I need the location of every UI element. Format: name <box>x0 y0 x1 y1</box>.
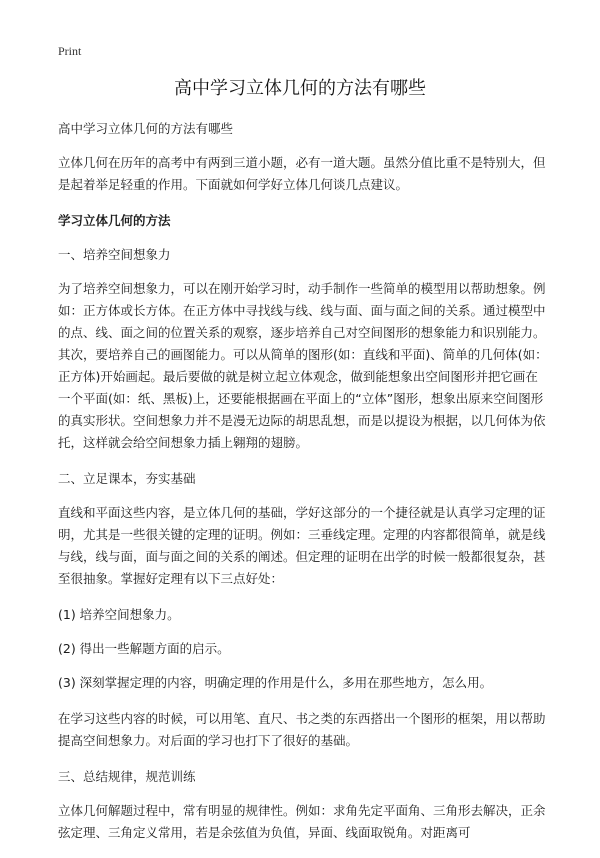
section-2-heading: 二、立足课本，夯实基础 <box>58 471 196 486</box>
list-item: (1) 培养空间想象力。 <box>58 607 180 622</box>
page-title: 高中学习立体几何的方法有哪些 <box>174 78 426 99</box>
print-label: Print <box>58 44 82 58</box>
section-3-heading: 三、总结规律，规范训练 <box>58 769 196 784</box>
section-heading: 学习立体几何的方法 <box>58 213 171 228</box>
section-3-paragraph: 立体几何解题过程中，常有明显的规律性。例如：求角先定平面角、三角形去解决，正余弦定理、三角定义常用，若是余弦值为负值，异面、线面取锐角。对距离可 <box>58 803 546 840</box>
section-1-heading: 一、培养空间想象力 <box>58 247 171 262</box>
section-1-paragraph: 为了培养空间想象力，可以在刚开始学习时，动手制作一些简单的模型用以帮助想象。例如：正方体或长方体。在正方体中寻找线与线、线与面、面与面之间的关系。通过模型中的点、线、面之间的位置关系的观察，逐步培养自己对空间图形的想象能力和识别能力。其次，要培养自己的画图能力。可以从简单的图形(如：直线和平面)、简单的几何体(如：正方体)开始画起。最后要做的就是树立起立体观念，做到能想象出空间图形并把它画在一个平面(如：纸、黑板)上，还要能根据画在平面上的“立体”图形，想象出原来空间图形的真实形状。空间想象力并不是漫无边际的胡思乱想，而是以提设为根据，以几何体为依托，这样就会给空间想象力插上翱翔的翅膀。 <box>58 281 548 450</box>
list-item: (2) 得出一些解题方面的启示。 <box>58 641 230 656</box>
intro-paragraph: 立体几何在历年的高考中有两到三道小题，必有一道大题。虽然分值比重不是特别大，但是起着举足轻重的作用。下面就如何学好立体几何谈几点建议。 <box>58 155 546 192</box>
article-subtitle: 高中学习立体几何的方法有哪些 <box>58 121 234 136</box>
article-body <box>58 118 550 858</box>
list-item: (3) 深刻掌握定理的内容，明确定理的作用是什么，多用在那些地方，怎么用。 <box>58 675 493 690</box>
section-2-paragraph: 直线和平面这些内容，是立体几何的基础，学好这部分的一个捷径就是认真学习定理的证明，尤其是一些很关键的定理的证明。例如：三垂线定理。定理的内容都很简单，就是线与线，线与面，面与面之间的关系的阐述。但定理的证明在出学的时候一般都很复杂，甚至很抽象。掌握好定理有以下三点好处： <box>58 505 546 586</box>
section-2-paragraph-2: 在学习这些内容的时候，可以用笔、直尺、书之类的东西搭出一个图形的框架，用以帮助提高空间想象力。对后面的学习也打下了很好的基础。 <box>58 711 546 748</box>
